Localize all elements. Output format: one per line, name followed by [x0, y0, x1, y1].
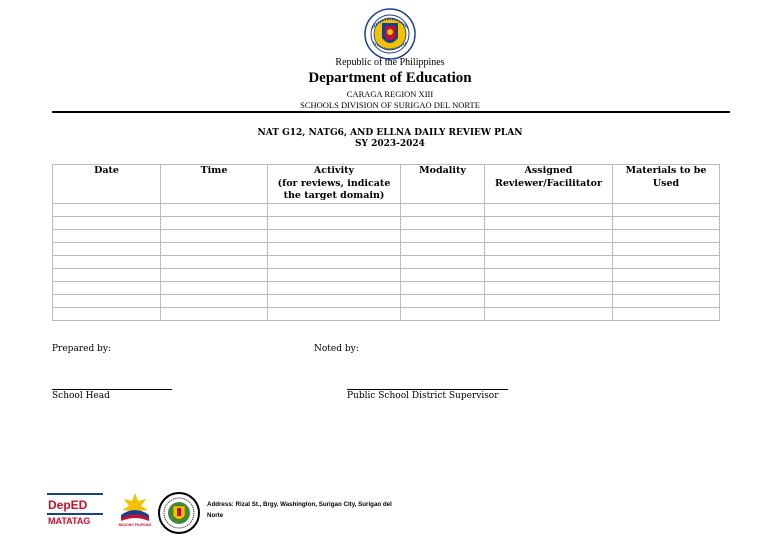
table-cell: [613, 203, 720, 216]
table-cell: [161, 242, 268, 255]
table-cell: [268, 294, 401, 307]
division-seal-logo: [158, 492, 200, 534]
table-cell: [53, 203, 161, 216]
table-row: [53, 242, 720, 255]
table-row: [53, 268, 720, 281]
supervisor-signature-line: [347, 389, 508, 390]
table-cell: [613, 281, 720, 294]
table-cell: [53, 281, 161, 294]
table-cell: [53, 216, 161, 229]
table-row: [53, 229, 720, 242]
col-modality-label: Modality: [419, 165, 466, 176]
table-cell: [53, 229, 161, 242]
table-cell: [268, 203, 401, 216]
noted-by-label: Noted by:: [314, 344, 359, 354]
school-head-label: School Head: [52, 391, 110, 401]
table-cell: [401, 281, 485, 294]
address-line-2: Norte: [207, 512, 224, 519]
table-cell: [268, 229, 401, 242]
table-row: [53, 281, 720, 294]
table-row: [53, 216, 720, 229]
table-cell: [401, 294, 485, 307]
department-title: Department of Education: [308, 70, 472, 86]
school-head-signature-line: [52, 389, 172, 390]
table-cell: [268, 242, 401, 255]
region-line: CARAGA REGION XIII: [346, 89, 434, 99]
table-cell: [161, 255, 268, 268]
table-cell: [485, 242, 613, 255]
table-cell: [161, 281, 268, 294]
table-cell: [613, 242, 720, 255]
table-cell: [485, 229, 613, 242]
table-cell: [161, 294, 268, 307]
table-cell: [53, 307, 161, 320]
table-cell: [485, 203, 613, 216]
table-cell: [485, 255, 613, 268]
table-cell: [268, 307, 401, 320]
table-cell: [268, 255, 401, 268]
table-cell: [401, 255, 485, 268]
table-cell: [485, 268, 613, 281]
col-activity: [268, 165, 401, 204]
division-line: SCHOOLS DIVISION OF SURIGAO DEL NORTE: [300, 100, 480, 110]
table-cell: [401, 242, 485, 255]
table-cell: [485, 307, 613, 320]
plan-title: NAT G12, NATG6, AND ELLNA DAILY REVIEW PLAN: [257, 128, 523, 138]
deped-seal-logo: [364, 8, 416, 60]
col-materials-label-1: Materials to be: [625, 165, 707, 176]
table-cell: [53, 255, 161, 268]
table-row: [53, 255, 720, 268]
table-cell: [268, 281, 401, 294]
address-line-1: Address: Rizal St., Brgy. Washington, Surigao City, Surigao del: [207, 501, 392, 508]
table-cell: [485, 281, 613, 294]
table-cell: [613, 294, 720, 307]
col-time: [161, 165, 268, 204]
supervisor-label: Public School District Supervisor: [347, 391, 499, 401]
school-year: SY 2023-2024: [355, 139, 425, 149]
table-cell: [161, 216, 268, 229]
col-assigned: [485, 165, 613, 204]
table-cell: [53, 268, 161, 281]
table-cell: [268, 216, 401, 229]
table-header-row: [53, 165, 720, 204]
table-cell: [613, 255, 720, 268]
table-cell: [613, 307, 720, 320]
col-activity-note-2: the target domain): [283, 190, 385, 201]
table-cell: [53, 294, 161, 307]
table-cell: [161, 229, 268, 242]
col-date-label: Date: [94, 165, 119, 176]
table-cell: [613, 268, 720, 281]
table-cell: [485, 294, 613, 307]
table-cell: [401, 268, 485, 281]
col-materials: [613, 165, 720, 204]
col-activity-note-1: (for reviews, indicate: [277, 177, 391, 189]
table-row: [53, 203, 720, 216]
table-body: [53, 203, 720, 320]
table-row: [53, 294, 720, 307]
col-date: [53, 165, 161, 204]
col-modality: [401, 165, 485, 204]
table-cell: [161, 203, 268, 216]
col-time-label: Time: [200, 165, 228, 176]
table-cell: [613, 229, 720, 242]
table-cell: [401, 203, 485, 216]
bagong-pilipinas-logo: [115, 491, 155, 527]
col-materials-label-2: Used: [652, 177, 680, 189]
table-cell: [53, 242, 161, 255]
table-row: [53, 307, 720, 320]
col-assigned-label-1: Assigned: [524, 165, 573, 176]
review-plan-table: [52, 164, 720, 321]
col-assigned-label-2: Reviewer/Facilitator: [494, 177, 603, 189]
table-cell: [161, 307, 268, 320]
matatag-logo-text: MATATAG: [48, 516, 91, 526]
table-cell: [401, 216, 485, 229]
bagong-pilipinas-text: BAGONG PILIPINAS: [118, 523, 152, 527]
prepared-by-label: Prepared by:: [52, 344, 111, 354]
col-activity-label: Activity: [313, 165, 355, 176]
table-cell: [613, 216, 720, 229]
deped-matatag-logo: [47, 493, 103, 527]
header-divider: [52, 111, 730, 113]
footer-address: [207, 499, 437, 521]
table-cell: [268, 268, 401, 281]
table-cell: [401, 307, 485, 320]
deped-logo-text: DepED: [48, 498, 88, 512]
table-cell: [401, 229, 485, 242]
table-cell: [161, 268, 268, 281]
republic-line: Republic of the Philippines: [335, 57, 445, 68]
table-cell: [485, 216, 613, 229]
